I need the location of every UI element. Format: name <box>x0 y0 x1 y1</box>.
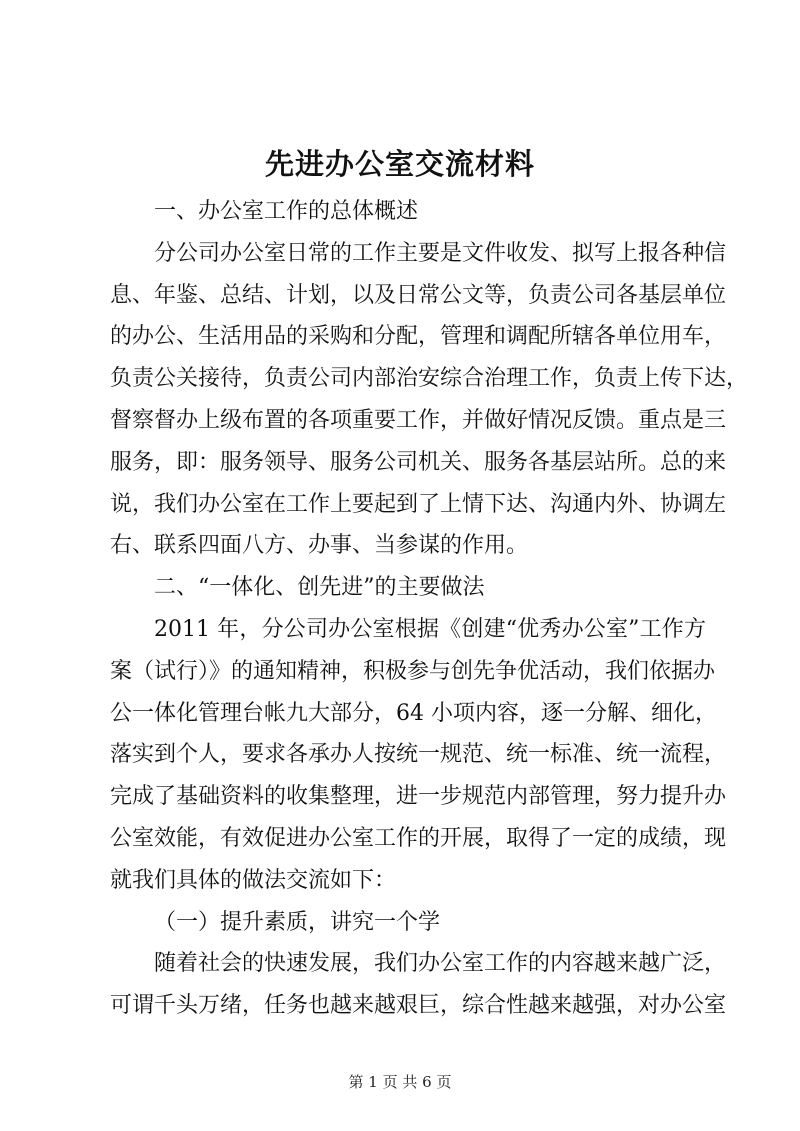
paragraph-line: 督察督办上级布置的各项重要工作，并做好情况反馈。重点是三 <box>110 407 727 433</box>
paragraph-line: 案（试行）》的通知精神，积极参与创先争优活动，我们依据办 <box>110 658 716 684</box>
paragraph-line: 息、年鉴、总结、计划，以及日常公文等，负责公司各基层单位 <box>110 282 727 308</box>
paragraph-line: 完成了基础资料的收集整理，进一步规范内部管理，努力提升办 <box>110 784 727 810</box>
paragraph-line: 右、联系四面八方、办事、当参谋的作用。 <box>110 533 529 559</box>
section-heading-1: 一、办公室工作的总体概述 <box>154 199 419 224</box>
document-title: 先进办公室交流材料 <box>264 147 535 181</box>
paragraph-line: 说，我们办公室在工作上要起到了上情下达、沟通内外、协调左 <box>110 491 727 517</box>
section-heading-2: 二、“一体化、创先进”的主要做法 <box>154 575 485 601</box>
paragraph-line: 可谓千头万绪，任务也越来越艰巨，综合性越来越强，对办公室 <box>110 993 727 1019</box>
paragraph-line: 负责公关接待，负责公司内部治安综合治理工作，负责上传下达， <box>110 366 749 392</box>
paragraph-line: 落实到个人，要求各承办人按统一规范、统一标准、统一流程， <box>110 742 727 768</box>
paragraph-line: 公一体化管理台帐九大部分，64 小项内容，逐一分解、细化， <box>110 700 717 726</box>
paragraph-line: 随着社会的快速发展，我们办公室工作的内容越来越广泛， <box>154 951 727 977</box>
paragraph-line: 的办公、生活用品的采购和分配，管理和调配所辖各单位用车， <box>110 324 727 350</box>
paragraph-line: 公室效能，有效促进办公室工作的开展，取得了一定的成绩，现 <box>110 825 727 851</box>
paragraph-line: 分公司办公室日常的工作主要是文件收发、拟写上报各种信 <box>154 240 727 266</box>
paragraph-line: 就我们具体的做法交流如下： <box>110 867 397 893</box>
page-number-footer: 第 1 页 共 6 页 <box>348 1073 452 1091</box>
subsection-heading-1: （一）提升素质，讲究一个学 <box>154 909 441 935</box>
document-body <box>110 191 749 1027</box>
paragraph-line: 服务，即：服务领导、服务公司机关、服务各基层站所。总的来 <box>110 449 727 475</box>
paragraph-line: 2011 年，分公司办公室根据《创建“优秀办公室”工作方 <box>154 616 706 642</box>
